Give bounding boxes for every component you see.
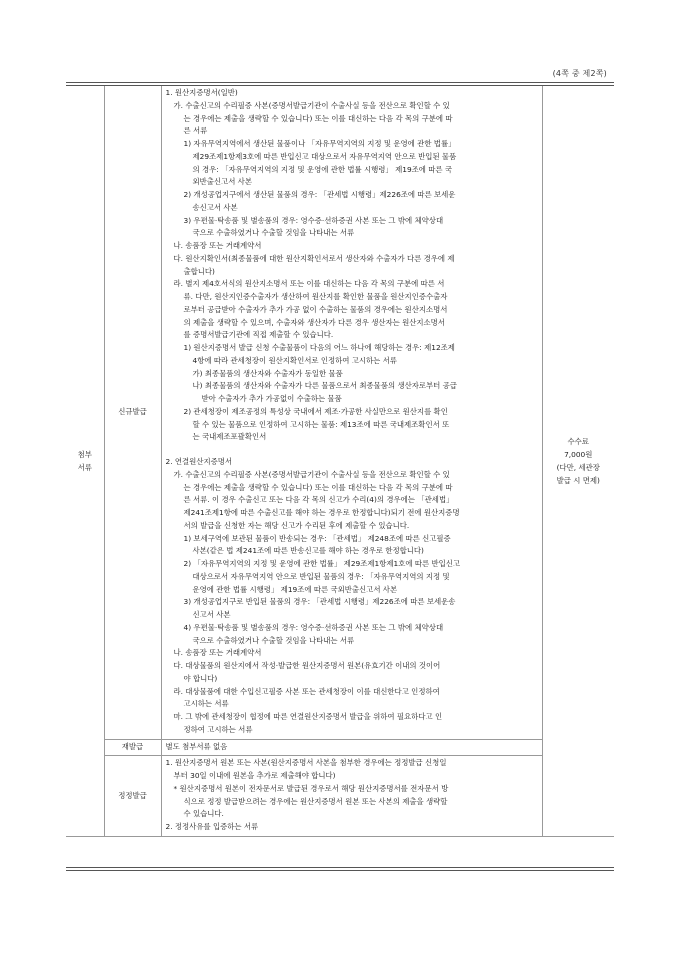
text-line: 서의 발급을 신청한 자는 해당 신고가 수리된 후에 제출할 수 있습니다.: [183, 520, 410, 530]
text-line: 부터 30일 이내에 원본을 추가로 제출해야 합니다): [173, 771, 336, 780]
text-line: 는 경우에는 제출을 생략할 수 있습니다) 또는 이를 대신하는 다음 각 목의 구분에 따: [183, 113, 453, 123]
text-line: 는 국내제조포괄확인서: [192, 432, 267, 442]
text-line: 3) 개성공업지구로 반입된 물품의 경우: 「관세법 시행령」제226조에 따른 보세운송: [183, 597, 456, 607]
attach-docs-label-line: 첨부: [77, 449, 92, 459]
text-line: * 원산지증명서 원본이 전자문서로 발급된 경우로서 해당 원산지증명서를 전자문서 방: [173, 783, 449, 793]
row-label-reissue: 재발급: [104, 739, 161, 756]
text-line: 라. 대상물품에 대한 수입신고필증 사본 또는 관세청장이 이를 대신한다고 인정하여: [173, 686, 440, 696]
text-line: 야 합니다): [183, 673, 218, 683]
text-line: 1) 자유무역지역에서 생산된 물품이나 「자유무역지역의 지정 및 운영에 관한 법률」: [183, 139, 456, 148]
text-line: 의 경우: 「자유무역지역의 지정 및 운영에 관한 법률 시행령」 제19조에 따른 국: [192, 164, 453, 174]
row-content-correction: [161, 756, 542, 837]
text-line: 나) 최종물품의 생산자와 수출자가 다른 물품으로서 최종물품의 생산자로부터 공급: [192, 381, 457, 391]
text-line: 출합니다): [183, 266, 215, 276]
text-line: 대상으로서 자유무역지역 안으로 반입된 물품의 경우: 「자유무역지역의 지정 및: [192, 571, 450, 581]
text-line: 1) 보세구역에 보관된 물품이 반송되는 경우: 「관세법」 제248조에 따른 신고필증: [183, 533, 451, 543]
text-line: 고시하는 서류: [183, 699, 229, 709]
text-line: 제29조제1항제3호에 따른 반입신고 대상으로서 자유무역지역 안으로 반입된 물품: [192, 151, 457, 161]
text-line: 식으로 정정 발급받으려는 경우에는 원산지증명서 원본 또는 사본의 제출을 생략할: [183, 796, 448, 806]
text-line: 의 제출을 생략할 수 있으며, 수출자와 생산자가 다른 경우 생산자는 원산지소명서: [183, 317, 445, 327]
table-row-new-issue: [66, 86, 614, 739]
bottom-double-rule: [66, 867, 614, 871]
text-line: 수 있습니다.: [183, 809, 224, 819]
text-line: 2) 개성공업지구에서 생산된 물품의 경우: 「관세법 시행령」제226조에 따른 보세운: [183, 190, 456, 199]
row-label-correction: 정정발급: [104, 756, 161, 837]
text-line: 정하여 고시하는 서류: [183, 724, 253, 734]
text-line: 1. 원산지증명서 원본 또는 사본(원산지증명서 사본을 첨부한 경우에는 정정발급 신청일: [165, 758, 447, 768]
row-content-new-issue: [161, 86, 542, 739]
text-line: 로부터 공급받아 수출자가 추가 가공 없이 수출하는 물품의 경우에는 원산지소명서: [183, 304, 448, 314]
text-line: 라. 별지 제4호서식의 원산지소명서 또는 이를 대신하는 다음 각 목의 구분에 따른 서: [173, 279, 445, 289]
text-line: 가) 최종물품의 생산자와 수출자가 동일한 물품: [192, 368, 343, 378]
text-line: 2) 「자유무역지역의 지정 및 운영에 관한 법률」 제29조제1항제1호에 따른 반입신고: [183, 559, 461, 568]
row-label-new-issue: 신규발급: [104, 86, 161, 739]
text-line: 4항에 따라 관세청장이 원산지확인서로 인정하여 고시하는 서류: [192, 355, 397, 365]
text-line: 별도 첨부서류 없음: [165, 741, 228, 751]
table-row-reissue: [66, 739, 614, 756]
text-line: 른 서류. 이 경우 수출신고 또는 다음 각 목의 신고가 수리(4)의 경우에는 「관세법」: [183, 495, 454, 505]
text-line: 외반출신고서 사본: [192, 177, 252, 187]
text-line: 국으로 수출하였거나 수출할 것임을 나타내는 서류: [192, 635, 355, 645]
text-line: 가. 수출신고의 수리필증 사본(증명서발급기관이 수출사실 등을 전산으로 확인할 수 있: [173, 100, 450, 110]
text-line: 송신고서 사본: [192, 202, 238, 212]
text-line: 는 경우에는 제출을 생략할 수 있습니다) 또는 이를 대신하는 다음 각 목의 구분에 따: [183, 482, 453, 492]
fee-line: 수수료: [567, 436, 589, 446]
text-line: 다. 원산지확인서(최종물품에 대한 원산지확인서로서 생산자와 수출자가 다른 경우에 제: [173, 253, 455, 263]
text-line: 나. 송품장 또는 거래계약서: [173, 241, 262, 250]
text-line: 류. 다만, 원산지인증수출자가 생산하여 원산지를 확인한 물품을 원산지인증수출자: [183, 292, 448, 301]
attach-docs-label-cell: [66, 86, 104, 836]
table-row-correction: [66, 756, 614, 837]
attach-docs-label-line: 서류: [77, 462, 92, 472]
fee-amount: 7,000원: [564, 449, 593, 459]
text-line: 가. 수출신고의 수리필증 사본(증명서발급기관이 수출사실 등을 전산으로 확인할 수 있: [173, 469, 450, 479]
fee-cell: [542, 86, 614, 836]
text-line: 2. 정정사유를 입증하는 서류: [165, 822, 259, 831]
spacer: [166, 444, 536, 456]
text-line: 1. 원산지증명서(일반): [165, 88, 238, 97]
text-line: 운영에 관한 법률 시행령」 제19조에 따른 국외반출신고서 사본: [192, 584, 398, 594]
fee-line: (다만, 세관장: [556, 462, 600, 472]
text-line: 2. 연결원산지증명서: [165, 457, 233, 466]
text-line: 다. 대상물품의 원산지에서 작성·발급한 원산지증명서 원본(유효기간 이내의 것이어: [173, 661, 441, 670]
text-line: 제241조제1항에 따른 수출신고를 해야 하는 경우로 한정합니다)되기 전에 원산지증명: [183, 508, 460, 517]
text-line: 사본(같은 법 제241조에 따른 반송신고를 해야 하는 경우로 한정합니다): [192, 546, 424, 556]
text-line: 1) 원산지증명서 발급 신청 수출물품이 다음의 어느 하나에 해당하는 경우: 제12조제: [183, 343, 455, 352]
text-line: 신고서 사본: [192, 610, 231, 619]
text-line: 4) 우편물·탁송품 및 별송품의 경우: 영수증·선하증권 사본 또는 그 밖에 체약상대: [183, 622, 444, 632]
page-number-label: (4쪽 중 제2쪽): [552, 69, 607, 78]
text-line: 마. 그 밖에 관세청장이 협정에 따른 연결원산지증명서 발급을 위하여 필요하다고 인: [173, 712, 443, 721]
fee-line: 발급 시 면제): [556, 475, 600, 485]
text-line: 나. 송품장 또는 거래계약서: [173, 648, 262, 658]
text-line: 3) 우편물·탁송품 및 별송품의 경우: 영수증·선하증권 사본 또는 그 밖에 체약상대: [183, 215, 444, 225]
text-line: 국으로 수출하였거나 수출할 것임을 나타내는 서류: [192, 228, 355, 238]
attachment-documents-table: [66, 86, 614, 837]
text-line: 를 증명서발급기관에 직접 제출할 수 있습니다.: [183, 330, 334, 340]
text-line: 할 수 있는 물품으로 인정하여 고시하는 물품: 제13조에 따른 국내제조확인서 또: [192, 419, 450, 429]
text-line: 받아 수출자가 추가 가공없이 수출하는 물품: [201, 394, 342, 403]
row-content-reissue: [161, 739, 542, 756]
text-line: 른 서류: [183, 126, 208, 136]
text-line: 2) 관세청장이 제조공정의 특성상 국내에서 제조·가공한 사실만으로 원산지를 확인: [183, 406, 448, 416]
